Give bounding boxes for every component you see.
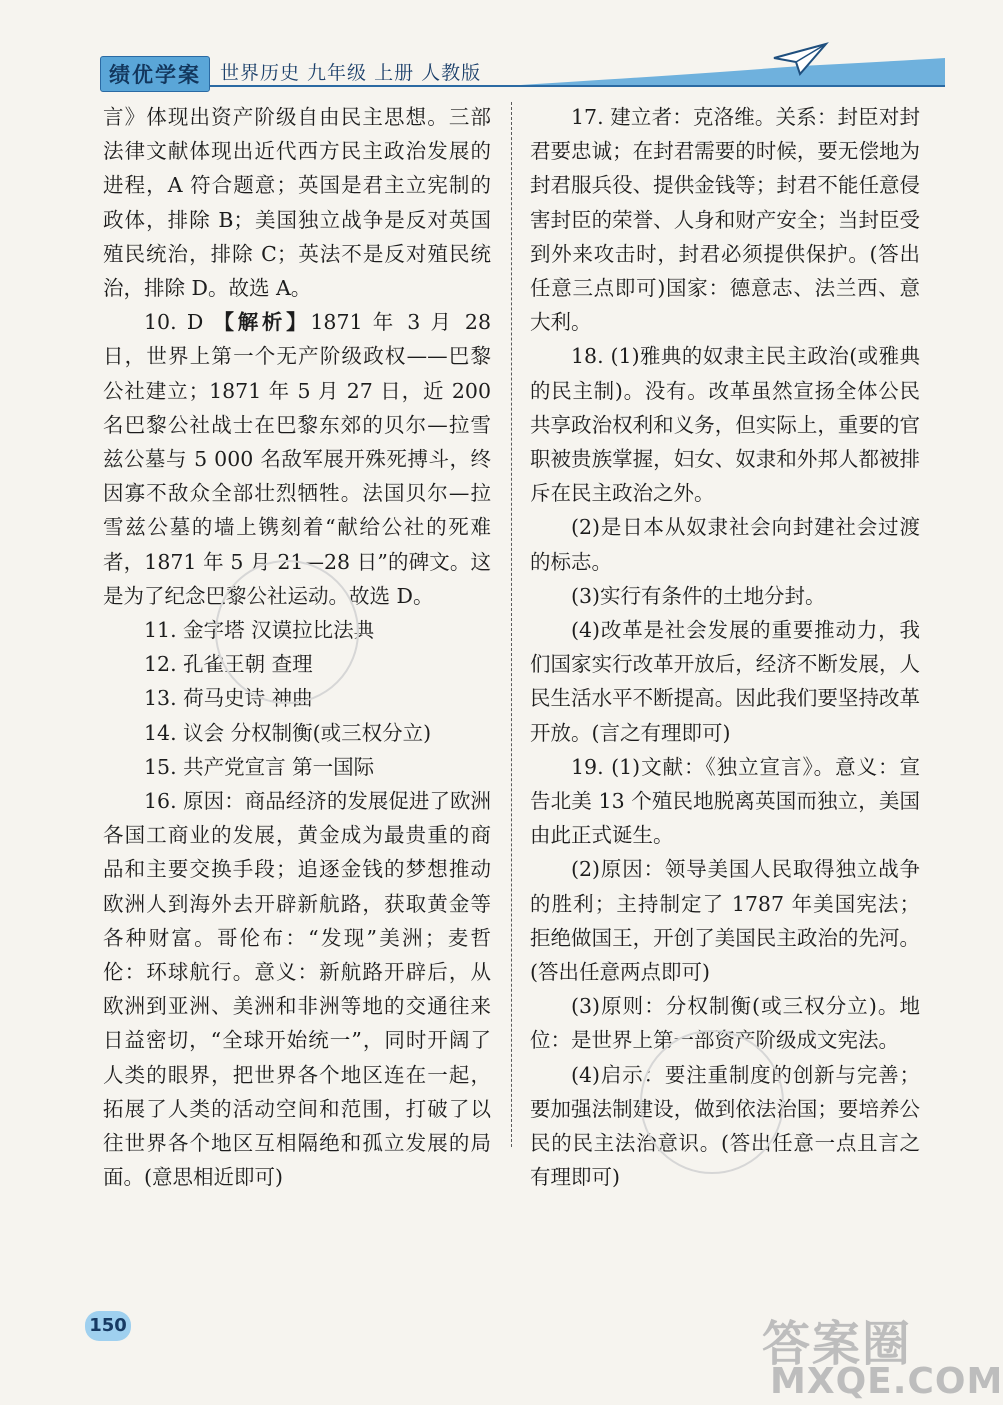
answer-paragraph: (2)是日本从奴隶社会向封建社会过渡的标志。 <box>530 515 920 574</box>
answer-paragraph: 19. (1)文献：《独立宣言》。意义：宣告北美 13 个殖民地脱离英国而独立，美国由此正式诞生。 <box>530 754 920 848</box>
page-header <box>0 0 950 100</box>
answer-paragraph: 12. 孔雀王朝 查理 <box>144 652 313 677</box>
answer-paragraph: 言》体现出资产阶级自由民主思想。三部法律文献体现出近代西方民主政治发展的进程，A 符合题意；英国是君主立宪制的政体，排除 B；美国独立战争是反对英国殖民统治，排除 C；英法不是反对殖民统治，排除 D。故选 A。 <box>103 105 491 301</box>
watermark-logo: 答案圈 <box>762 1316 913 1372</box>
answer-paragraph: (4)启示：要注重制度的创新与完善；要加强法制建设，做到依法治国；要培养公民的民主法治意识。(答出任意一点且言之有理即可) <box>530 1062 920 1190</box>
answer-paragraph: 15. 共产党宣言 第一国际 <box>144 754 375 779</box>
watermark <box>650 1305 1003 1402</box>
answer-paragraph: 16. 原因：商品经济的发展促进了欧洲各国工商业的发展，黄金成为最贵重的商品和主要交换手段；追逐金钱的梦想推动欧洲人到海外去开辟新航路，获取黄金等各种财富。哥伦布：“发现”美洲；麦哲伦：环球航行。意义：新航路开辟后，从欧洲到亚洲、美洲和非洲等地的交通往来日益密切，“全球开始统一”，同时开阔了人类的眼界，把世界各个地区连在一起，拓展了人类的活动空间和范围，打破了以往世界各个地区互相隔绝和孤立发展的局面。(意思相近即可) <box>103 789 491 1190</box>
answer-paragraph: (3)实行有条件的土地分封。 <box>571 583 826 608</box>
column-divider <box>511 102 512 1147</box>
answer-paragraph: (3)原则：分权制衡(或三权分立)。地位：是世界上第一部资产阶级成文宪法。 <box>530 994 920 1053</box>
analysis-label: 【解析】 <box>213 310 311 335</box>
answer-paragraph: 14. 议会 分权制衡(或三权分立) <box>144 720 432 745</box>
book-subtitle: 世界历史 九年级 上册 人教版 <box>220 62 482 84</box>
brand-logo: 绩优学案 <box>100 56 210 92</box>
answer-paragraph: 13. 荷马史诗 神曲 <box>144 686 313 711</box>
answer-paragraph: 18. (1)雅典的奴隶主民主政治(或雅典的民主制)。没有。改革虽然宣扬全体公民共享政治权利和义务，但实际上，重要的官职被贵族掌握，妇女、奴隶和外邦人都被排斥在民主政治之外。 <box>530 344 920 506</box>
watermark-url: MXQE.COM <box>770 1361 1003 1402</box>
answer-paragraph: (4)改革是社会发展的重要推动力，我们国家实行改革开放后，经济不断发展，人民生活水平不断提高。因此我们要坚持改革开放。(言之有理即可) <box>530 618 920 745</box>
faint-stamp <box>640 1030 784 1174</box>
answer-paragraph: 11. 金字塔 汉谟拉比法典 <box>144 618 375 643</box>
answer-paragraph: (2)原因：领导美国人民取得独立战争的胜利；主持制定了 1787 年美国宪法；拒绝做国王，开创了美国民主政治的先河。(答出任意两点即可) <box>530 857 920 985</box>
answer-paragraph: 17. 建立者：克洛维。关系：封臣对封君要忠诚；在封君需要的时候，要无偿地为封君服兵役、提供金钱等；封君不能任意侵害封臣的荣誉、人身和财产安全；当封臣受到外来攻击时，封君必须提供保护。(答出任意三点即可)国家：德意志、法兰西、意大利。 <box>530 105 920 335</box>
paper-plane-icon <box>770 40 830 80</box>
answer-text: 1871 年 3 月 28 日，世界上第一个无产阶级政权——巴黎公社建立；1871 年 5 月 27 日，近 200 名巴黎公社战士在巴黎东郊的贝尔—拉雪兹公墓与 5 000 名敌军展开殊死搏斗，终因寡不敌众全部壮烈牺牲。法国贝尔—拉雪兹公墓的墙上镌刻着“献给公社的死难者，1871 年 5 月 21—28 日”的碑文。这是为了纪念巴黎公社运动。故选 D。 <box>103 310 491 608</box>
answer-number: 10. D <box>144 310 214 335</box>
faint-stamp <box>215 560 359 704</box>
page-number: 150 <box>85 1311 131 1341</box>
